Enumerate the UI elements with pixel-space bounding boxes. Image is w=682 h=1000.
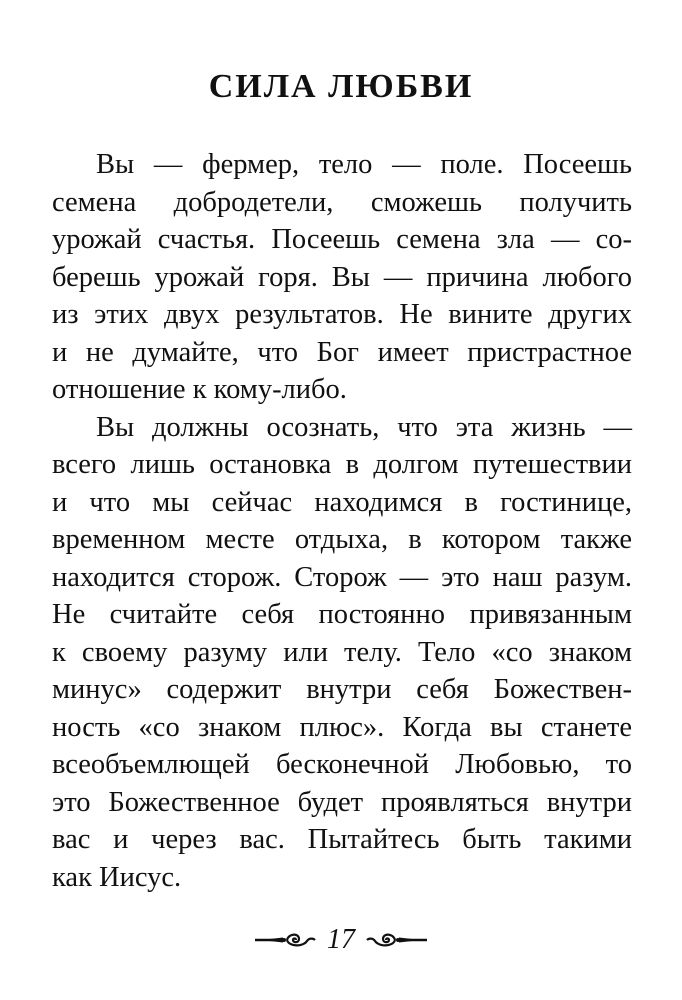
text-line: как Иисус. (52, 861, 182, 893)
text-line: семена добродетели, сможешь получить (52, 186, 632, 218)
text-line: к своему разуму или телу. Тело «со знаком (52, 636, 632, 668)
text-line: и не думайте, что Бог имеет пристрастное (52, 336, 632, 368)
text-line: всего лишь остановка в долгом путешествии (52, 449, 632, 480)
page-title: СИЛА ЛЮБВИ (208, 68, 474, 105)
text-line: всеобъемлющей бесконечной Любовью, то (52, 749, 632, 780)
text-line: вас и через вас. Пытайтесь быть такими (52, 824, 632, 855)
text-line: Не считайте себя постоянно привязанным (52, 599, 632, 630)
page-number: 17 (327, 924, 355, 955)
text-line: ность «со знаком плюс». Когда вы станете (52, 711, 632, 743)
right-ornament-icon (365, 930, 429, 950)
page-footer (0, 918, 682, 962)
text-line: временном месте отдыха, в котором также (52, 524, 632, 555)
text-line: берешь урожай горя. Вы — причина любого (52, 261, 632, 293)
text-line: Вы должны осознать, что эта жизнь — (96, 411, 632, 443)
text-line: отношение к кому-либо. (52, 374, 347, 405)
text-line: находится сторож. Сторож — это наш разум. (52, 561, 632, 593)
text-line: минус» содержит внутри себя Божествен- (52, 674, 632, 705)
text-line: из этих двух результатов. Не вините других (52, 299, 632, 330)
text-line: и что мы сейчас находимся в гостинице, (52, 486, 632, 518)
text-line: это Божественное будет проявляться внутри (52, 786, 632, 818)
left-ornament-icon (253, 930, 317, 950)
text-line: Вы — фермер, тело — поле. Посеешь (96, 149, 632, 180)
text-line: урожай счастья. Посеешь семена зла — со- (52, 224, 632, 255)
